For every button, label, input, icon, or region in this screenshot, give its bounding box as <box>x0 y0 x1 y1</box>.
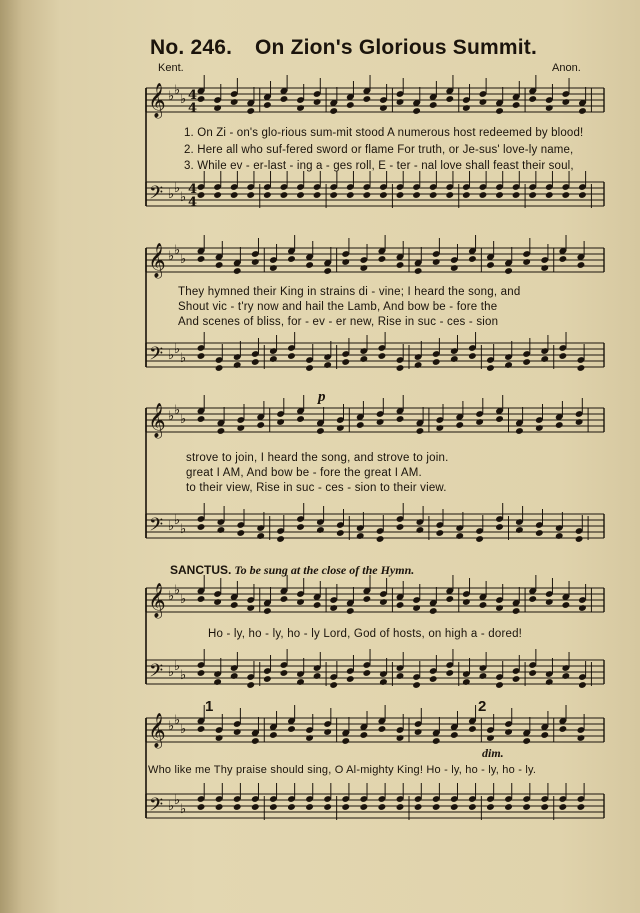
system-3-treble-key-signature: ♭ <box>180 412 187 427</box>
sanctus-system-2-treble-notehead <box>269 731 278 739</box>
system-2-bass-notehead <box>323 361 332 369</box>
system-2-treble-notehead <box>269 264 278 272</box>
system-2-treble-notehead <box>540 264 549 272</box>
sanctus-system-1-bass-notehead <box>512 675 521 683</box>
system-1-treble-key-signature: ♭ <box>180 92 187 107</box>
sanctus-system-2-treble-notehead <box>522 737 531 745</box>
system-2-treble-notehead <box>396 261 405 269</box>
sanctus-direction: To be sung at the close of the Hymn. <box>234 563 415 577</box>
system-2-treble-notehead <box>323 267 332 275</box>
system-2-bass-notehead <box>468 352 477 360</box>
system-2-bass-notehead <box>540 355 549 363</box>
sanctus-system-2-bass-notehead <box>341 803 350 811</box>
sanctus-system-1-treble-notehead <box>197 595 206 603</box>
system-3-bass-notehead <box>495 523 504 531</box>
sanctus-system-2-treble-notehead <box>251 737 260 745</box>
system-1-bass-notehead <box>445 191 454 199</box>
system-3-treble-notehead <box>236 424 245 432</box>
verse-2-line: 2. Here all who suf-fered sword or flame For truth, or Je-sus' love-ly name, <box>184 144 574 156</box>
system-1-bass-notehead <box>379 191 388 199</box>
sanctus-system-2-bass-notehead <box>486 803 495 811</box>
system-1-treble-key-signature: ♭ <box>168 89 175 104</box>
sanctus-system-2-treble-clef-icon: 𝄞 <box>148 713 166 748</box>
system-2-treble-notehead <box>468 255 477 263</box>
system-3-bass-key-signature: ♭ <box>168 519 175 534</box>
sanctus-system-1-bass-notehead <box>246 681 255 689</box>
sanctus-system-2-bass-notehead <box>378 803 387 811</box>
system-1-bass-notehead <box>296 191 305 199</box>
sanctus-lyric-1: Ho - ly, ho - ly, ho - ly Lord, God of hosts, on high a - dored! <box>208 628 523 640</box>
system-1-treble-notehead <box>479 98 488 106</box>
system-3-bass-notehead <box>416 526 425 534</box>
system-3-bass-notehead <box>356 532 365 540</box>
system-1-bass-notehead <box>495 191 504 199</box>
system-2-treble-notehead <box>305 261 314 269</box>
sanctus-system-1-bass-notehead <box>412 681 421 689</box>
sanctus-system-1-bass-notehead <box>197 669 206 677</box>
system-2-bass-notehead <box>215 364 224 372</box>
sanctus-system-1-treble-notehead <box>561 601 570 609</box>
system-2-bass-notehead <box>414 361 423 369</box>
sanctus-system-1-bass-notehead <box>346 675 355 683</box>
verse-3-line: 3. While ev - er-last - ing a - ges roll, E - ter - nal love shall feast their soul, <box>184 160 574 172</box>
system-2-bass-notehead <box>522 358 531 366</box>
sanctus-system-1-bass-notehead <box>545 678 554 686</box>
system-2-treble-notehead <box>251 258 260 266</box>
system-2-treble-notehead <box>287 255 296 263</box>
system-3-bass-notehead <box>555 532 564 540</box>
system-3-bass-notehead <box>396 523 405 531</box>
system-1-treble-notehead <box>561 98 570 106</box>
sanctus-system-1-bass-notehead <box>280 669 289 677</box>
sanctus-system-1-treble-notehead <box>280 595 289 603</box>
system-3-bass-notehead <box>336 529 345 537</box>
system-2-treble-notehead <box>359 264 368 272</box>
system-3-lyric-2: great I AM, And bow be - fore the great I AM. <box>186 467 422 479</box>
system-2-bass-key-signature: ♭ <box>174 342 181 357</box>
system-3-treble-notehead <box>197 415 206 423</box>
sanctus-system-1-treble-notehead <box>396 601 405 609</box>
sanctus-system-1-treble-notehead <box>313 601 322 609</box>
sanctus-system-1-bass-notehead <box>362 669 371 677</box>
system-2-treble-notehead <box>341 258 350 266</box>
sanctus-system-2-bass-notehead <box>305 803 314 811</box>
system-1-bass-notehead <box>329 191 338 199</box>
sanctus-system-1-bass-clef-icon: 𝄢 <box>149 661 164 686</box>
sanctus-system-1-bass-notehead <box>462 678 471 686</box>
system-3-treble-key-signature: ♭ <box>174 403 181 418</box>
system-1-bass-notehead <box>396 191 405 199</box>
sanctus-system-1-bass-key-signature: ♭ <box>168 665 175 680</box>
system-1-treble-notehead <box>462 104 471 112</box>
sanctus-system-1-treble-notehead <box>412 604 421 612</box>
system-1-treble-notehead <box>213 104 222 112</box>
system-3-bass-notehead <box>276 535 285 543</box>
system-3-treble-notehead <box>535 424 544 432</box>
sanctus-system-1-treble-notehead <box>346 607 355 615</box>
sanctus-system-2-bass-notehead <box>414 803 423 811</box>
system-2-treble-notehead <box>233 267 242 275</box>
sanctus-system-1-treble-notehead <box>329 604 338 612</box>
system-3-bass-notehead <box>455 532 464 540</box>
sanctus-system-2-bass-key-signature: ♭ <box>168 799 175 814</box>
system-1-treble-notehead <box>512 101 521 109</box>
system-3-treble-notehead <box>495 415 504 423</box>
system-1-bass-key-signature: ♭ <box>180 190 187 205</box>
system-1-bass-notehead <box>246 191 255 199</box>
sanctus-system-2-bass-notehead <box>287 803 296 811</box>
dynamic-piano-mark: p <box>318 389 326 405</box>
system-1-treble-notehead <box>346 101 355 109</box>
sanctus-system-2-bass-notehead <box>215 803 224 811</box>
system-1-bass-time-sig: 4 <box>188 182 198 197</box>
system-2-lyric-2: Shout vic - t'ry now and hail the Lamb, And bow be - fore the <box>178 301 498 313</box>
system-1-bass-clef-icon: 𝄢 <box>149 183 164 208</box>
sanctus-system-2-treble-notehead <box>414 728 423 736</box>
system-2-bass-notehead <box>504 361 513 369</box>
sanctus-system-2-bass-notehead <box>323 803 332 811</box>
system-1-bass-notehead <box>313 191 322 199</box>
sanctus-system-1-treble-notehead <box>512 607 521 615</box>
system-3-treble-notehead <box>455 421 464 429</box>
system-3-treble-notehead <box>396 415 405 423</box>
system-1-bass-notehead <box>346 191 355 199</box>
sanctus-system-2-treble-key-signature: ♭ <box>168 719 175 734</box>
system-2-treble-notehead <box>486 261 495 269</box>
system-1-treble-clef-icon: 𝄞 <box>148 83 166 118</box>
hymn-number: No. 246. <box>150 36 233 59</box>
sanctus-system-1-bass-notehead <box>429 675 438 683</box>
system-2-bass-notehead <box>287 352 296 360</box>
sanctus-system-1-bass-key-signature: ♭ <box>180 668 187 683</box>
sanctus-system-2-bass-key-signature: ♭ <box>180 802 187 817</box>
sanctus-system-2-bass-notehead <box>359 803 368 811</box>
system-2-treble-notehead <box>432 258 441 266</box>
system-3-treble-notehead <box>276 418 285 426</box>
system-1-treble-notehead <box>329 107 338 115</box>
system-3-treble-notehead <box>217 427 226 435</box>
system-2-treble-clef-icon: 𝄞 <box>148 243 166 278</box>
system-1-bass-notehead <box>462 191 471 199</box>
sanctus-system-1-treble-notehead <box>479 601 488 609</box>
system-1-treble-notehead <box>296 104 305 112</box>
system-3-treble-notehead <box>316 427 325 435</box>
sanctus-system-1-bass-notehead <box>230 672 239 680</box>
sanctus-system-2-treble-notehead <box>432 737 441 745</box>
sanctus-system-2-treble-key-signature: ♭ <box>180 722 187 737</box>
system-1-treble-notehead <box>396 98 405 106</box>
sanctus-system-2-treble-notehead <box>504 728 513 736</box>
system-2-bass-notehead <box>486 364 495 372</box>
system-1-bass-notehead <box>429 191 438 199</box>
system-2-bass-notehead <box>432 358 441 366</box>
sanctus-system-1-bass-notehead <box>329 681 338 689</box>
system-2-treble-notehead <box>522 258 531 266</box>
system-2-treble-key-signature: ♭ <box>174 243 181 258</box>
system-1-treble-notehead <box>578 107 587 115</box>
system-3-bass-notehead <box>575 535 584 543</box>
system-2-treble-notehead <box>215 261 224 269</box>
sanctus-system-1-treble-notehead <box>296 598 305 606</box>
sanctus-system-2-bass-notehead <box>558 803 567 811</box>
system-1-bass-notehead <box>561 191 570 199</box>
system-3-treble-notehead <box>416 427 425 435</box>
system-1-treble-notehead <box>379 104 388 112</box>
system-2-lyric-1: They hymned their King in strains di - vine; I heard the song, and <box>178 286 521 298</box>
sanctus-lyric-2: Who like me Thy praise should sing, O Al-mighty King! Ho - ly, ho - ly, ho - ly. <box>148 764 537 776</box>
sanctus-system-2-treble-notehead <box>378 725 387 733</box>
sanctus-label: SANCTUS. <box>170 563 232 577</box>
sanctus-system-2-bass-notehead <box>577 803 586 811</box>
system-3-treble-clef-icon: 𝄞 <box>148 403 166 438</box>
sanctus-system-1-treble-clef-icon: 𝄞 <box>148 583 166 618</box>
sanctus-system-2-treble-notehead <box>305 734 314 742</box>
system-2-bass-notehead <box>197 352 206 360</box>
system-2-treble-notehead <box>504 267 513 275</box>
system-3-treble-notehead <box>376 418 385 426</box>
sanctus-system-2-bass-notehead <box>540 803 549 811</box>
system-3-bass-notehead <box>236 529 245 537</box>
sanctus-system-1-treble-notehead <box>528 595 537 603</box>
sanctus-system-2-treble-notehead <box>359 731 368 739</box>
system-3-lyric-1: strove to join, I heard the song, and strove to join. <box>186 452 449 464</box>
sanctus-system-1-treble-notehead <box>545 598 554 606</box>
sanctus-system-1-bass-notehead <box>528 669 537 677</box>
system-2-bass-notehead <box>251 358 260 366</box>
tune-name: Kent. <box>158 62 184 74</box>
sanctus-heading <box>170 563 414 578</box>
system-1-treble-notehead <box>197 95 206 103</box>
system-1-bass-time-sig: 4 <box>188 195 198 210</box>
sanctus-system-1-bass-notehead <box>263 675 272 683</box>
system-3-bass-notehead <box>197 523 206 531</box>
sanctus-system-2-treble-key-signature: ♭ <box>174 713 181 728</box>
system-3-treble-notehead <box>336 424 345 432</box>
sanctus-system-2-bass-notehead <box>432 803 441 811</box>
sanctus-system-2-bass-notehead <box>233 803 242 811</box>
sanctus-system-1-treble-notehead <box>362 595 371 603</box>
sanctus-system-1-treble-notehead <box>246 604 255 612</box>
system-3-lyric-3: to their view, Rise in suc - ces - sion to their view. <box>186 482 447 494</box>
system-1-bass-notehead <box>263 191 272 199</box>
system-1-treble-notehead <box>495 107 504 115</box>
sanctus-system-1-bass-notehead <box>213 678 222 686</box>
system-2-bass-notehead <box>396 364 405 372</box>
sanctus-system-1-treble-notehead <box>263 607 272 615</box>
system-2-treble-notehead <box>197 255 206 263</box>
system-3-bass-notehead <box>475 535 484 543</box>
system-2-treble-key-signature: ♭ <box>180 252 187 267</box>
second-ending-number: 2 <box>478 698 487 715</box>
system-1-bass-key-signature: ♭ <box>168 187 175 202</box>
system-1-treble-notehead <box>445 95 454 103</box>
sanctus-system-1-treble-key-signature: ♭ <box>168 589 175 604</box>
system-2-bass-notehead <box>233 361 242 369</box>
sanctus-system-1-treble-key-signature: ♭ <box>174 583 181 598</box>
system-1-bass-notehead <box>479 191 488 199</box>
sanctus-system-1-bass-notehead <box>313 672 322 680</box>
system-3-bass-notehead <box>296 523 305 531</box>
system-3-treble-notehead <box>475 418 484 426</box>
system-1-bass-notehead <box>412 191 421 199</box>
system-1-bass-notehead <box>578 191 587 199</box>
sanctus-system-1-bass-notehead <box>479 672 488 680</box>
sanctus-system-2-treble-notehead <box>233 728 242 736</box>
system-1-treble-key-signature: ♭ <box>174 83 181 98</box>
system-2-bass-notehead <box>577 364 586 372</box>
sanctus-system-2-bass-notehead <box>396 803 405 811</box>
first-ending-number: 1 <box>205 698 214 715</box>
sanctus-system-2-bass-notehead <box>269 803 278 811</box>
sanctus-system-2-bass-notehead <box>197 803 206 811</box>
system-3-treble-notehead <box>515 427 524 435</box>
sanctus-system-2-treble-notehead <box>486 734 495 742</box>
sanctus-system-1-bass-notehead <box>495 681 504 689</box>
system-3-bass-key-signature: ♭ <box>174 513 181 528</box>
system-1-treble-time-sig: 4 <box>188 101 198 116</box>
system-1-treble-notehead <box>429 101 438 109</box>
system-3-bass-notehead <box>535 529 544 537</box>
system-1-bass-notehead <box>280 191 289 199</box>
system-3-bass-notehead <box>515 526 524 534</box>
sanctus-system-1-bass-notehead <box>379 678 388 686</box>
sanctus-system-2-bass-key-signature: ♭ <box>174 793 181 808</box>
sanctus-system-1-bass-notehead <box>578 681 587 689</box>
sanctus-system-2-treble-notehead <box>323 728 332 736</box>
system-2-treble-notehead <box>378 255 387 263</box>
system-3-bass-notehead <box>316 526 325 534</box>
sanctus-system-2-treble-notehead <box>558 725 567 733</box>
system-3-treble-key-signature: ♭ <box>168 409 175 424</box>
sanctus-system-1-treble-notehead <box>230 601 239 609</box>
system-1-treble-notehead <box>280 95 289 103</box>
system-2-bass-notehead <box>378 352 387 360</box>
system-2-lyric-3: And scenes of bliss, for - ev - er new, Rise in suc - ces - sion <box>178 316 499 328</box>
system-3-bass-notehead <box>376 535 385 543</box>
system-3-bass-key-signature: ♭ <box>180 522 187 537</box>
system-3-treble-notehead <box>575 418 584 426</box>
sanctus-system-2-treble-notehead <box>468 725 477 733</box>
sanctus-system-1-bass-notehead <box>396 672 405 680</box>
system-2-bass-notehead <box>359 355 368 363</box>
hymn-title: On Zion's Glorious Summit. <box>255 36 538 59</box>
system-1-treble-notehead <box>230 98 239 106</box>
system-3-bass-notehead <box>217 526 226 534</box>
sanctus-system-2-bass-notehead <box>468 803 477 811</box>
system-3-treble-notehead <box>256 421 265 429</box>
sanctus-system-2-treble-notehead <box>215 734 224 742</box>
system-1-treble-notehead <box>313 98 322 106</box>
sanctus-system-1-bass-notehead <box>296 678 305 686</box>
sanctus-system-1-bass-notehead <box>561 672 570 680</box>
system-1-bass-key-signature: ♭ <box>174 181 181 196</box>
system-2-bass-clef-icon: 𝄢 <box>149 344 164 369</box>
system-2-treble-notehead <box>577 261 586 269</box>
system-2-bass-key-signature: ♭ <box>180 351 187 366</box>
system-1-treble-notehead <box>362 95 371 103</box>
system-1-bass-notehead <box>213 191 222 199</box>
sanctus-system-1-bass-key-signature: ♭ <box>174 659 181 674</box>
sanctus-system-2-bass-notehead <box>522 803 531 811</box>
system-1-bass-notehead <box>545 191 554 199</box>
system-1-bass-notehead <box>230 191 239 199</box>
system-3-treble-notehead <box>296 415 305 423</box>
sanctus-system-2-treble-notehead <box>577 734 586 742</box>
sanctus-system-1-bass-notehead <box>445 669 454 677</box>
system-2-treble-notehead <box>414 267 423 275</box>
sanctus-system-1-treble-notehead <box>429 607 438 615</box>
sanctus-system-2-treble-notehead <box>341 737 350 745</box>
system-1-bass-notehead <box>362 191 371 199</box>
system-3-treble-notehead <box>435 424 444 432</box>
sanctus-system-2-bass-notehead <box>450 803 459 811</box>
sanctus-system-2-treble-notehead <box>287 725 296 733</box>
system-1-treble-time-sig: 4 <box>188 88 198 103</box>
system-1-treble-notehead <box>412 107 421 115</box>
sanctus-system-1-treble-notehead <box>445 595 454 603</box>
sanctus-system-2-treble-notehead <box>540 731 549 739</box>
sanctus-system-2-bass-notehead <box>251 803 260 811</box>
system-1-treble-notehead <box>545 104 554 112</box>
system-2-treble-notehead <box>450 264 459 272</box>
system-2-treble-notehead <box>558 255 567 263</box>
sanctus-system-2-bass-clef-icon: 𝄢 <box>149 795 164 820</box>
system-2-bass-notehead <box>341 358 350 366</box>
sanctus-system-1-treble-notehead <box>379 598 388 606</box>
system-2-bass-notehead <box>450 355 459 363</box>
sanctus-system-2-treble-notehead <box>197 725 206 733</box>
system-3-bass-clef-icon: 𝄢 <box>149 515 164 540</box>
dim-marking: dim. <box>482 746 504 760</box>
system-3-bass-notehead <box>256 532 265 540</box>
author-name: Anon. <box>552 62 581 74</box>
system-1-treble-notehead <box>246 107 255 115</box>
sanctus-system-1-treble-notehead <box>495 604 504 612</box>
system-2-treble-key-signature: ♭ <box>168 249 175 264</box>
system-2-bass-notehead <box>305 364 314 372</box>
sanctus-system-1-treble-notehead <box>213 598 222 606</box>
sanctus-system-2-bass-notehead <box>504 803 513 811</box>
sanctus-system-2-treble-notehead <box>450 731 459 739</box>
system-2-bass-notehead <box>269 355 278 363</box>
sanctus-system-1-treble-notehead <box>462 598 471 606</box>
system-2-bass-key-signature: ♭ <box>168 348 175 363</box>
system-1-bass-notehead <box>528 191 537 199</box>
system-3-treble-notehead <box>356 421 365 429</box>
system-1-bass-notehead <box>512 191 521 199</box>
system-1-treble-notehead <box>263 101 272 109</box>
sanctus-system-1-treble-notehead <box>578 604 587 612</box>
system-1-treble-notehead <box>528 95 537 103</box>
system-3-bass-notehead <box>435 529 444 537</box>
system-1-bass-notehead <box>197 191 206 199</box>
system-2-bass-notehead <box>558 352 567 360</box>
sanctus-system-2-treble-notehead <box>396 734 405 742</box>
verse-1-line: 1. On Zi - on's glo-rious sum-mit stood A numerous host redeemed by blood! <box>184 127 584 139</box>
sanctus-system-1-treble-key-signature: ♭ <box>180 592 187 607</box>
system-3-treble-notehead <box>555 421 564 429</box>
